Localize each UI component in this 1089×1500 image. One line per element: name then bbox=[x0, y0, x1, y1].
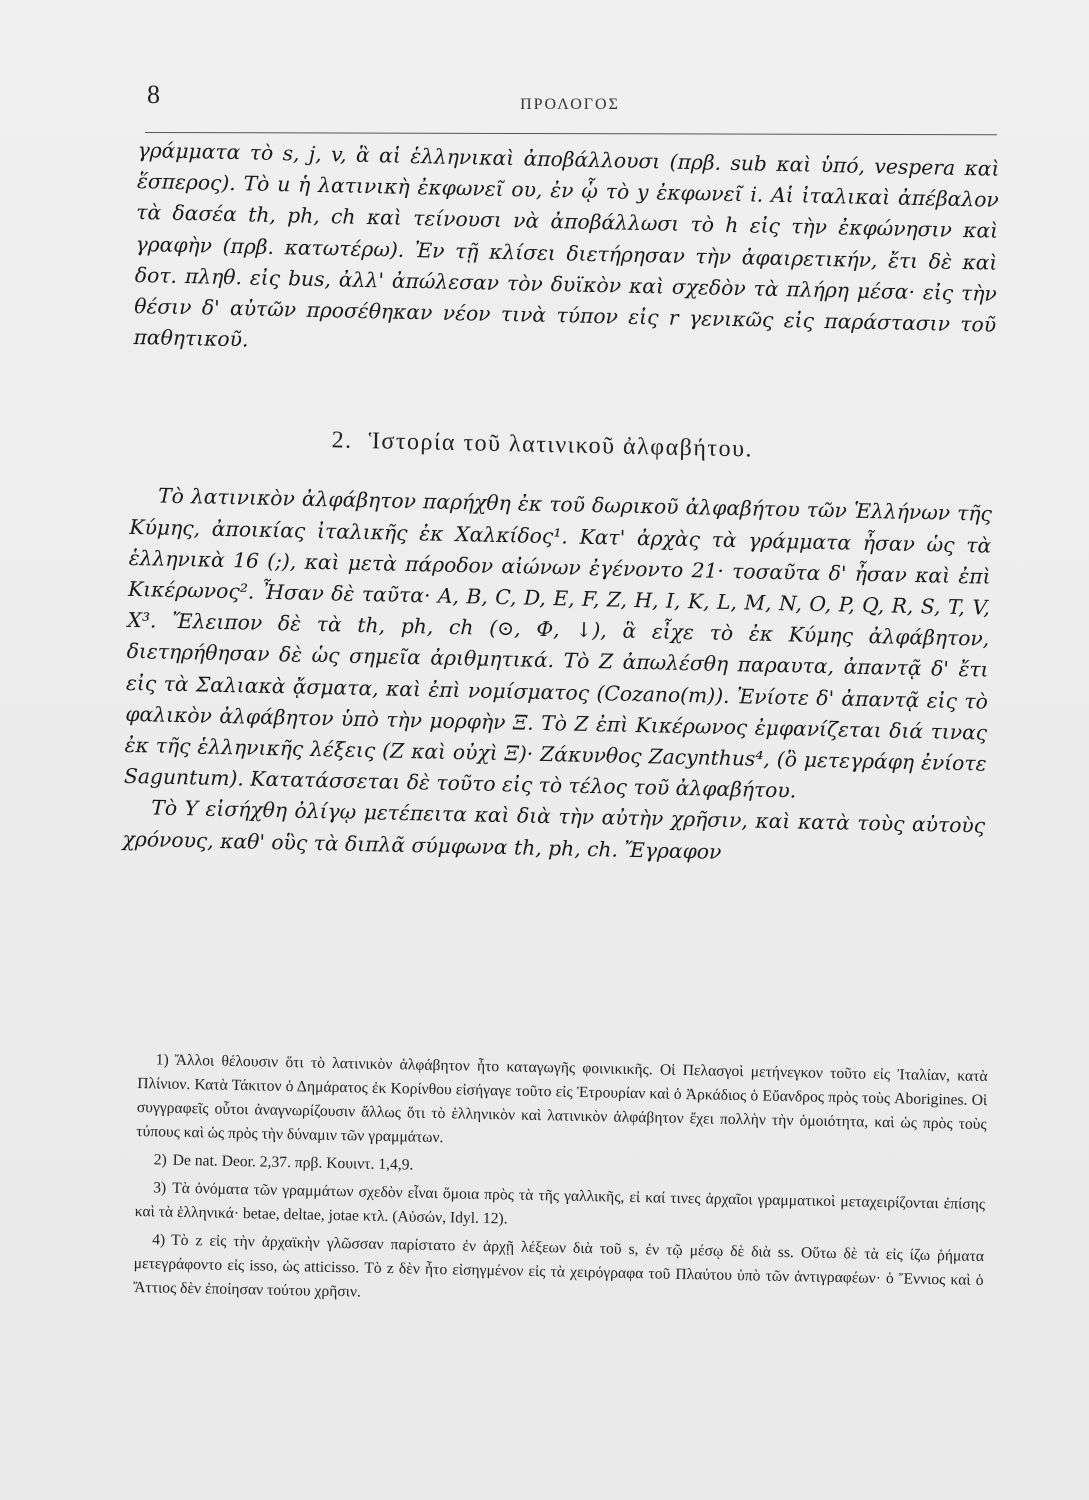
section-paragraph-1: Τὸ λατινικὸν ἀλφάβητον παρήχθη ἐκ τοῦ δωρικοῦ ἀλφαβήτου τῶν Ἑλλήνων τῆς Κύμης, ἀποικίας ἰταλικῆς ἐκ Χαλκίδος¹. Κατ' ἀρχὰς τὰ γράμματα ἦσαν ὡς τὰ ἑλληνικὰ 16 (;), καὶ μετὰ πάροδον αἰώνων ἐγένοντο 21· τοσαῦτα δ' ἦσαν καὶ ἐπὶ Κικέρωνος². Ἦσαν δὲ ταῦτα· A, B, C, D, E, F, Z, H, I, K, L, M, N, O, P, Q, R, S, T, V, X³. Ἔλειπον δὲ τὰ th, ph, ch (⊙, Ф, ↓), ἃ εἶχε τὸ ἐκ Κύμης ἀλφάβητον, διετηρήθησαν δὲ ὡς σημεῖα ἀριθμητικά. Τὸ Z ἀπωλέσθη παραυτα, ἀπαντᾷ δ' ἔτι εἰς τὰ Σαλιακὰ ᾄσματα, καὶ ἐπὶ νομίσματος (Cozano(m)). Ἐνίοτε δ' ἀπαντᾷ εἰς τὸ φαλικὸν ἀλφάβητον ὑπὸ τὴν μορφὴν Ξ. Τὸ Z ἐπὶ Κικέρωνος ἐμφανίζεται διά τινας ἐκ τῆς ἑλληνικῆς λέξεις (Z καὶ οὐχὶ Ξ)· Ζάκυνθος Zacynthus⁴, (ὃ μετεγράφη ἐνίοτε Saguntum). Κατατάσσεται δὲ τοῦτο εἰς τὸ τέλος τοῦ ἀλφαβήτου. bbox=[123, 483, 993, 803]
paragraph-continued: γράμματα τὸ s, j, v, ἃ αἱ ἑλληνικαὶ ἀποβάλλουσι (πρβ. sub καὶ ὑπό, vespera καὶ ἕσπερος). Τὸ u ἡ λατινικὴ ἐκφωνεῖ ου, ἐν ᾧ τὸ y ἐκφωνεῖ i. Αἱ ἰταλικαὶ ἀπέβαλον τὰ δασέα th, ph, ch καὶ τείνουσι νὰ ἀποβάλλωσι τὸ h εἰς τὴν ἐκφώνησιν καὶ γραφὴν (πρβ. κατωτέρω). Ἐν τῇ κλίσει διετήρησαν τὴν ἀφαιρετικήν, ἔτι δὲ καὶ δοτ. πληθ. εἰς bus, ἀλλ' ἀπώλεσαν τὸν δυϊκὸν καὶ σχεδὸν τὰ πλήρη μέσα· εἰς τὴν θέσιν δ' αὐτῶν προσέθηκαν νέον τινὰ τύπον εἰς r γενικῶς εἰς παράστασιν τοῦ παθητικοῦ. bbox=[133, 137, 1000, 352]
page-header bbox=[145, 80, 995, 120]
footnote-4 bbox=[133, 1228, 984, 1317]
footnote-text: De nat. Deor. 2,37. πρβ. Κουιντ. 1,4,9. bbox=[172, 1151, 414, 1174]
footnote-number: 1) bbox=[155, 1051, 169, 1069]
section-heading bbox=[131, 423, 993, 469]
section-paragraph-2: Τὸ Y εἰσήχθη ὀλίγῳ μετέπειτα καὶ διὰ τὴν αὐτὴν χρῆσιν, καὶ κατὰ τοὺς αὐτοὺς χρόνους, καθ' οὓς τὰ διπλᾶ σύμφωνα th, ph, ch. Ἔγραφον bbox=[122, 795, 986, 864]
footnote-text: Τὸ z εἰς τὴν ἀρχαϊκὴν γλῶσσαν παρίστατο ἐν ἀρχῇ λέξεων διὰ τοῦ s, ἐν τῷ μέσῳ δὲ διὰ ss. Οὕτω δὲ τὰ εἰς ίζω ῥήματα μετεγράφοντο εἰς isso, ὡς atticisso. Τὸ z δὲν ἦτο εἰσηγμένον εἰς τὰ χειρόγραφα τοῦ Πλαύτου ὑπὸ τῶν ἀντιγραφέων· ὁ Ἔννιος καὶ ὁ Ἄττιος δὲν ἐποίησαν τούτου χρῆσιν. bbox=[133, 1231, 985, 1301]
footnote-number: 2) bbox=[153, 1151, 167, 1169]
section-title: Ἱστορία τοῦ λατινικοῦ ἀλφαβήτου. bbox=[368, 428, 754, 463]
footnote-text: Τὰ ὀνόματα τῶν γραμμάτων σχεδὸν εἶναι ὅμοια πρὸς τὰ τῆς γαλλικῆς, εἰ καί τινες ἀρχαῖοι γραμματικοὶ μεταχειρίζονται ἐπίσης καὶ τὰ ἑλληνικά· betae, deltae, jotae κτλ. (Αὐσών, Idyl. 12). bbox=[134, 1179, 986, 1228]
running-title: ΠΡΟΛΟΓΟΣ bbox=[520, 96, 620, 113]
page-number: 8 bbox=[147, 80, 160, 109]
section-number: 2. bbox=[331, 427, 353, 455]
body-text bbox=[122, 135, 999, 873]
footnotes bbox=[133, 1048, 988, 1321]
footnote-number: 3) bbox=[153, 1179, 167, 1197]
header-rule bbox=[145, 132, 997, 135]
footnote-text: Ἄλλοι θέλουσιν ὅτι τὸ λατινικὸν ἀλφάβητον ἦτο καταγωγῆς φοινικικῆς. Οἱ Πελασγοὶ μετήνεγκον τοῦτο εἰς Ἰταλίαν, κατὰ Πλίνιον. Κατὰ Τάκιτον ὁ Δημάρατος ἐκ Κορίνθου εἰσήγαγε τοῦτο εἰς Ἐτρουρίαν καὶ ὁ Ἀρκάδιος ὁ Εὔανδρος πρὸς τοὺς Aborigines. Οἱ συγγραφεῖς οὗτοι ἀναγνωρίζουσιν ἄλλως ὅτι τὸ ἑλληνικὸν καὶ λατινικὸν ἀλφάβητον ἔχει πολλὴν τὴν ὁμοιότητα, καὶ ὡς πρὸς τοὺς τύπους καὶ ὡς πρὸς τὴν δύναμιν τῶν γραμμάτων. bbox=[136, 1051, 988, 1147]
footnote-1 bbox=[136, 1048, 988, 1161]
footnote-number: 4) bbox=[151, 1231, 166, 1249]
